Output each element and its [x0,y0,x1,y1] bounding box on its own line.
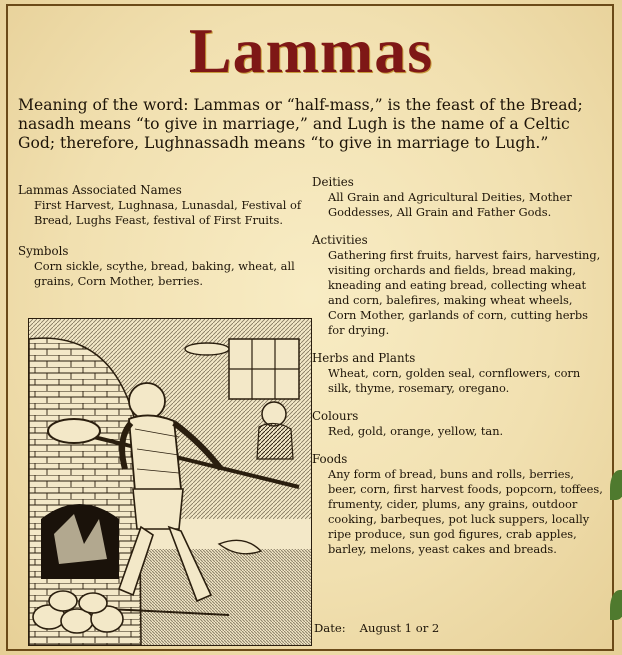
leaf-decoration [610,590,622,620]
section-body: Gathering first fruits, harvest fairs, harvesting, visiting orchards and fields, bread making, kneading and eating bread, collecting wheat and corn, balefires, making wheat wheels, Corn Mother, garlands of corn, cutting herbs for drying. [328,248,601,337]
section-heading: Symbols [18,244,69,258]
page-border-right [612,4,614,651]
page-title: Lammas [188,15,434,86]
section-associated-names [18,183,303,228]
section-colours [312,409,604,439]
section-heading: Herbs and Plants [312,351,416,365]
section-foods [312,452,604,557]
intro-paragraph: Meaning of the word: Lammas or “half-mass,” is the feast of the Bread; nasadh means “to give in marriage,” and Lugh is the name of a Celtic God; therefore, Lughnassadh means “to give in marriage to Lugh.” [18,96,583,152]
page-border-top [6,4,614,6]
section-body: Red, gold, orange, yellow, tan. [328,424,504,438]
section-body: First Harvest, Lughnasa, Lunasdal, Festival of Bread, Lughs Feast, festival of First Fruits. [34,198,302,227]
right-column [312,175,604,557]
section-body: Any form of bread, buns and rolls, berries, beer, corn, first harvest foods, popcorn, toffees, frumenty, cider, plums, any grains, outdoor cooking, barbeques, pot luck suppers, locally ripe produce, sun god figures, crab apples, barley, melons, yeast cakes and breads. [328,467,603,556]
section-heading: Colours [312,409,359,423]
section-heading: Foods [312,452,348,466]
section-herbs-and-plants [312,351,604,396]
date-value: August 1 or 2 [359,621,440,635]
section-body: All Grain and Agricultural Deities, Mother Goddesses, All Grain and Father Gods. [328,190,572,219]
section-body: Corn sickle, scythe, bread, baking, wheat, all grains, Corn Mother, berries. [34,259,295,288]
left-column [18,183,303,289]
section-symbols [18,244,303,289]
section-body: Wheat, corn, golden seal, cornflowers, corn silk, thyme, rosemary, oregano. [328,366,581,395]
section-heading: Activities [312,233,368,247]
date-label: Date: [314,621,346,635]
leaf-decoration [610,470,622,500]
page-border-bottom [6,649,614,651]
section-heading: Deities [312,175,354,189]
baker-woodcut-illustration [28,318,312,646]
section-activities [312,233,604,338]
section-deities [312,175,604,220]
date-line [314,621,439,635]
page-border-left [6,4,8,651]
section-heading: Lammas Associated Names [18,183,182,197]
